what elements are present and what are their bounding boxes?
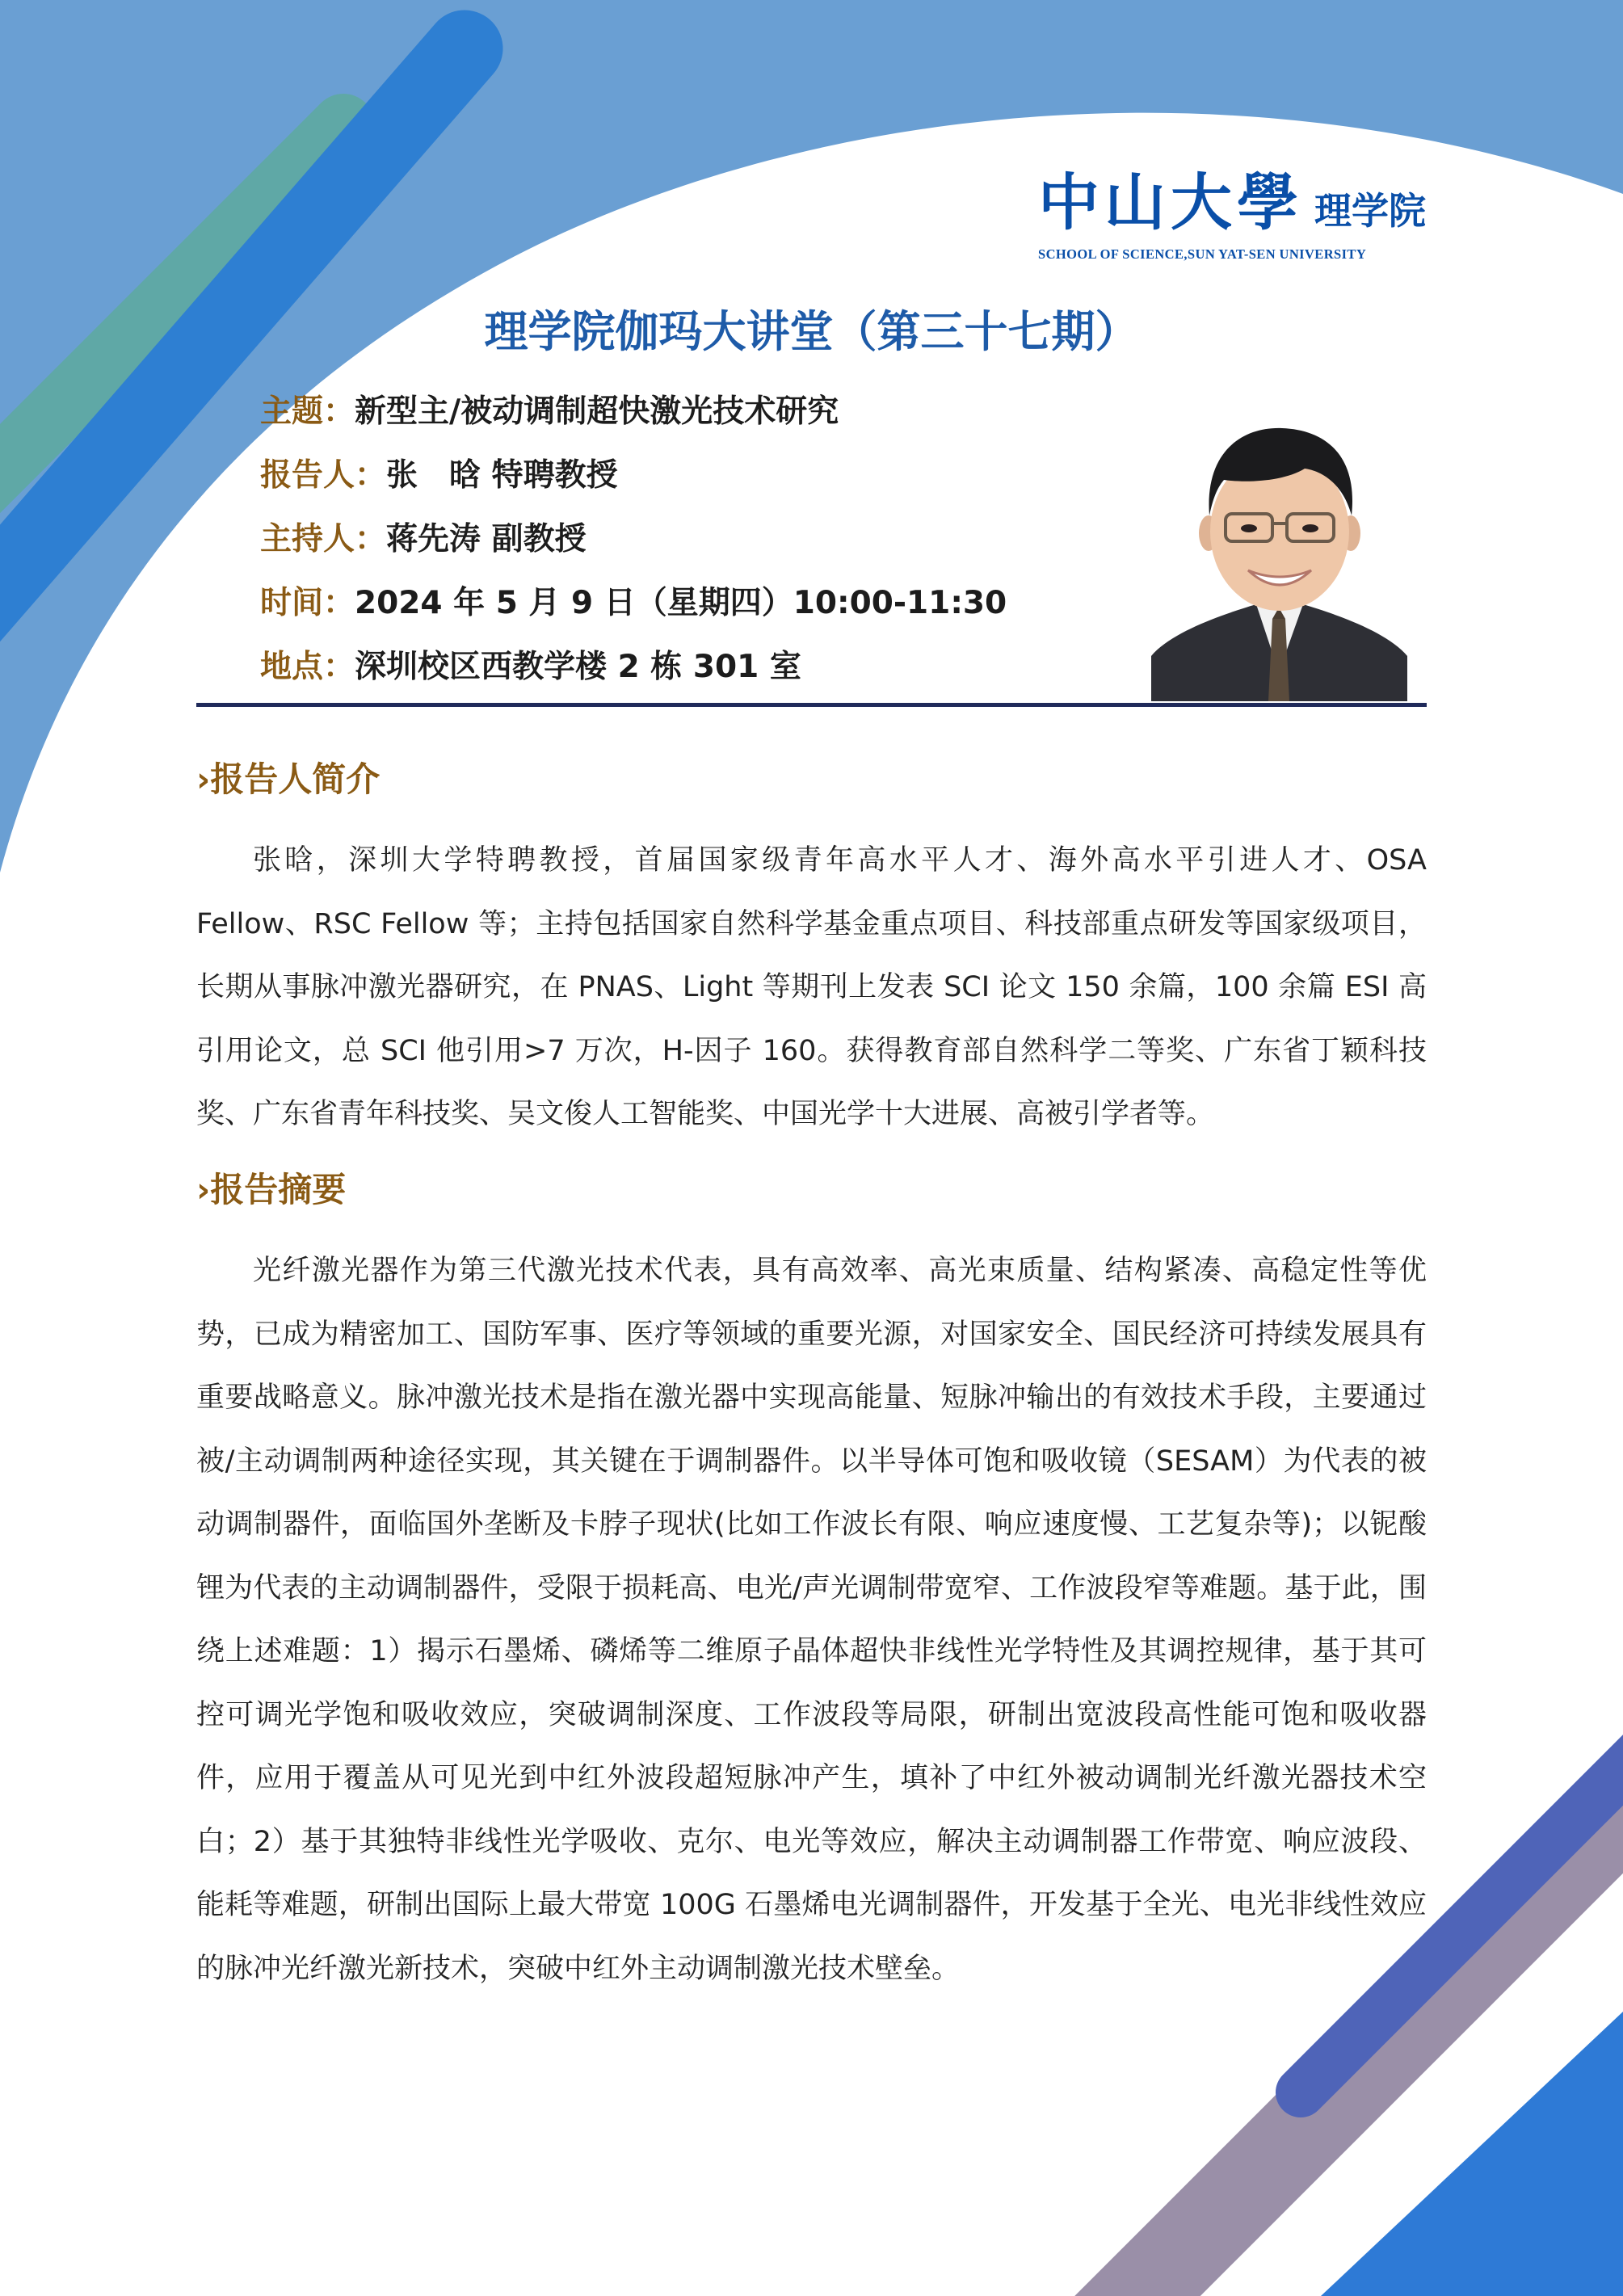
bio-text: 张晗，深圳大学特聘教授，首届国家级青年高水平人才、海外高水平引进人才、OSA Fellow、RSC Fellow 等；主持包括国家自然科学基金重点项目、科技部重点研发等国家级项目，长期从事脉冲激光器研究，在 PNAS、Light 等期刊上发表 SCI 论文 150 余篇，100 余篇 ESI 高引用论文，总 SCI 他引用>7 万次，H-因子 160。获得教育部自然科学二等奖、广东省丁颖科技奖、广东省青年科技奖、吴文俊人工智能奖、中国光学十大进展、高被引学者等。	[196, 844, 1427, 1130]
speaker-portrait	[1151, 420, 1407, 701]
time-label: 时间：	[260, 585, 355, 621]
info-host	[260, 515, 1007, 579]
university-logo	[1038, 153, 1426, 263]
logo-cn-row	[1038, 153, 1426, 242]
logo-school-name: 理学院	[1314, 189, 1426, 233]
speaker-label: 报告人：	[260, 457, 387, 494]
info-topic	[260, 388, 1007, 452]
host-value: 蒋先涛 副教授	[386, 521, 587, 557]
bio-heading: ›报告人简介	[196, 759, 381, 799]
location-value: 深圳校区西教学楼 2 栋 301 室	[355, 649, 801, 685]
abstract-text: 光纤激光器作为第三代激光技术代表，具有高效率、高光束质量、结构紧凑、高稳定性等优势，已成为精密加工、国防军事、医疗等领域的重要光源，对国家安全、国民经济可持续发展具有重要战略意义。脉冲激光技术是指在激光器中实现高能量、短脉冲输出的有效技术手段，主要通过被/主动调制两种途径实现，其关键在于调制器件。以半导体可饱和吸收镜（SESAM）为代表的被动调制器件，面临国外垄断及卡脖子现状(比如工作波长有限、响应速度慢、工艺复杂等)；以铌酸锂为代表的主动调制器件，受限于损耗高、电光/声光调制带宽窄、工作波段窄等难题。基于此，围绕上述难题：1）揭示石墨烯、磷烯等二维原子晶体超快非线性光学特性及其调控规律，基于其可控可调光学饱和吸收效应，突破调制深度、工作波段等局限，研制出宽波段高性能可饱和吸收器件，应用于覆盖从可见光到中红外波段超短脉冲产生，填补了中红外被动调制光纤激光器技术空白；2）基于其独特非线性光学吸收、克尔、电光等效应，解决主动调制器工作带宽、响应波段、能耗等难题，研制出国际上最大带宽 100G 石墨烯电光调制器件，开发基于全光、电光非线性效应的脉冲光纤激光新技术，突破中红外主动调制激光技术壁垒。	[196, 1255, 1427, 1985]
event-info	[260, 388, 1007, 707]
logo-english-name: SCHOOL OF SCIENCE,SUN YAT-SEN UNIVERSITY	[1038, 246, 1367, 262]
time-value: 2024 年 5 月 9 日（星期四）10:00-11:30	[355, 585, 1007, 621]
abstract-heading: ›报告摘要	[196, 1170, 347, 1209]
topic-label: 主题：	[260, 393, 355, 430]
speaker-value: 张 晗 特聘教授	[386, 457, 618, 494]
info-time	[260, 579, 1007, 643]
logo-university-name: 中山大學	[1038, 166, 1303, 238]
info-location	[260, 643, 1007, 707]
info-speaker	[260, 452, 1007, 515]
location-label: 地点：	[260, 649, 355, 685]
topic-value: 新型主/被动调制超快激光技术研究	[355, 393, 839, 430]
page-title: 理学院伽玛大讲堂（第三十七期）	[484, 306, 1139, 357]
section-divider	[196, 703, 1427, 707]
host-label: 主持人：	[260, 521, 387, 557]
speaker-photo-illustration	[1151, 420, 1407, 701]
